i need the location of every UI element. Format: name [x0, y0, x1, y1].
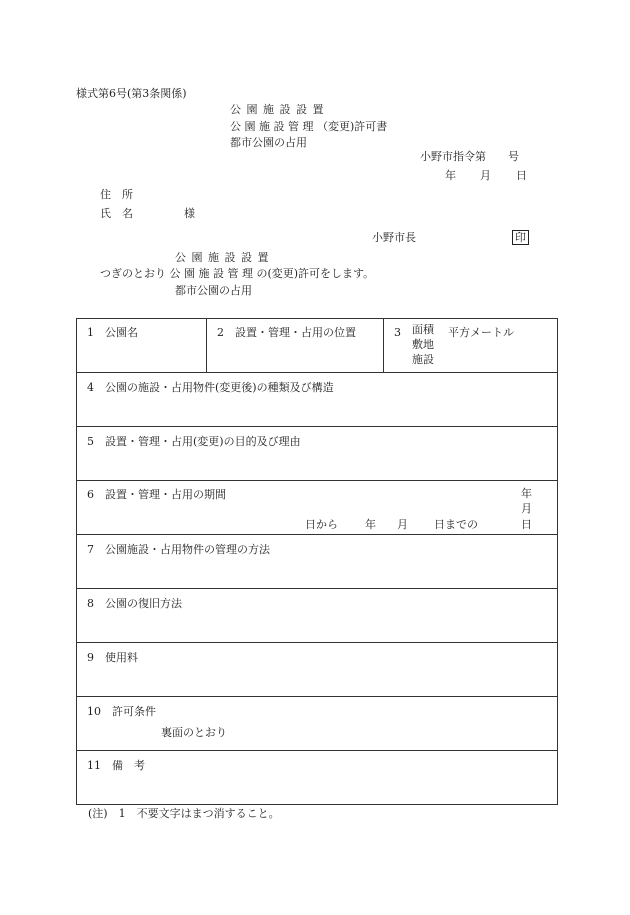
- table-row: [77, 697, 558, 751]
- table-row: [77, 589, 558, 643]
- area-cell: [384, 319, 558, 373]
- table-row: [77, 427, 558, 481]
- remarks-label: 11 備 考: [87, 759, 145, 772]
- table-row: [77, 751, 558, 805]
- permit-number: 小野市指令第 号: [420, 150, 519, 163]
- period-cell: [77, 481, 558, 535]
- date-day: 日: [516, 169, 527, 182]
- permit-form-table: [76, 318, 558, 805]
- statement-line-3: 都市公園の占用: [175, 284, 252, 297]
- area-label-facility: 施設: [412, 353, 434, 366]
- structure-cell: [77, 373, 558, 427]
- table-row: [77, 319, 558, 373]
- remarks-cell: [77, 751, 558, 805]
- restoration-label: 8 公園の復旧方法: [87, 597, 182, 610]
- management-label: 7 公園施設・占用物件の管理の方法: [87, 543, 270, 556]
- date-month: 月: [480, 169, 491, 182]
- area-unit: 平方メートル: [448, 326, 514, 339]
- conditions-note: 裏面のとおり: [161, 726, 227, 739]
- area-number: 3: [394, 326, 401, 339]
- title-line-2: 公 園 施 設 管 理 （変更)許可書: [230, 120, 388, 133]
- area-label-site: 敷地: [412, 338, 434, 351]
- purpose-cell: [77, 427, 558, 481]
- date-year: 年: [445, 169, 456, 182]
- footnote: (注) 1 不要文字はまつ消すること。: [88, 807, 280, 820]
- purpose-label: 5 設置・管理・占用(変更)の目的及び理由: [87, 435, 301, 448]
- duration-year: 年: [521, 487, 532, 500]
- table-row: [77, 481, 558, 535]
- period-year: 年: [365, 518, 376, 531]
- statement-line-2: つぎのとおり 公 園 施 設 管 理 の(変更)許可をします。: [100, 267, 375, 280]
- location-cell: [207, 319, 384, 373]
- fee-cell: [77, 643, 558, 697]
- location-label: 2 設置・管理・占用の位置: [217, 326, 356, 339]
- period-month: 月: [397, 518, 408, 531]
- table-row: [77, 535, 558, 589]
- conditions-label: 10 許可条件: [87, 705, 156, 718]
- period-from-day: 日から: [305, 518, 338, 531]
- table-row: [77, 643, 558, 697]
- period-label: 6 設置・管理・占用の期間: [87, 488, 226, 501]
- conditions-cell: [77, 697, 558, 751]
- name-label: 氏 名: [100, 207, 133, 220]
- area-label-area: 面積: [412, 323, 434, 336]
- period-until: 日までの: [434, 518, 478, 531]
- issuer: 小野市長: [372, 231, 416, 244]
- table-row: [77, 373, 558, 427]
- style-number: 様式第6号(第3条関係): [76, 87, 187, 100]
- statement-line-1: 公 園 施 設 設 置: [175, 251, 270, 264]
- park-name-cell: [77, 319, 207, 373]
- address-label: 住 所: [100, 188, 133, 201]
- structure-label: 4 公園の施設・占用物件(変更後)の種類及び構造: [87, 381, 334, 394]
- seal-mark: 印: [512, 230, 529, 245]
- management-cell: [77, 535, 558, 589]
- park-name-label: 1 公園名: [87, 326, 138, 339]
- duration-month: 月: [521, 502, 532, 515]
- title-line-1: 公 園 施 設 設 置: [230, 103, 325, 116]
- title-line-3: 都市公園の占用: [230, 136, 307, 149]
- fee-label: 9 使用料: [87, 651, 138, 664]
- restoration-cell: [77, 589, 558, 643]
- duration-day: 日: [521, 518, 532, 531]
- honorific: 様: [184, 207, 195, 220]
